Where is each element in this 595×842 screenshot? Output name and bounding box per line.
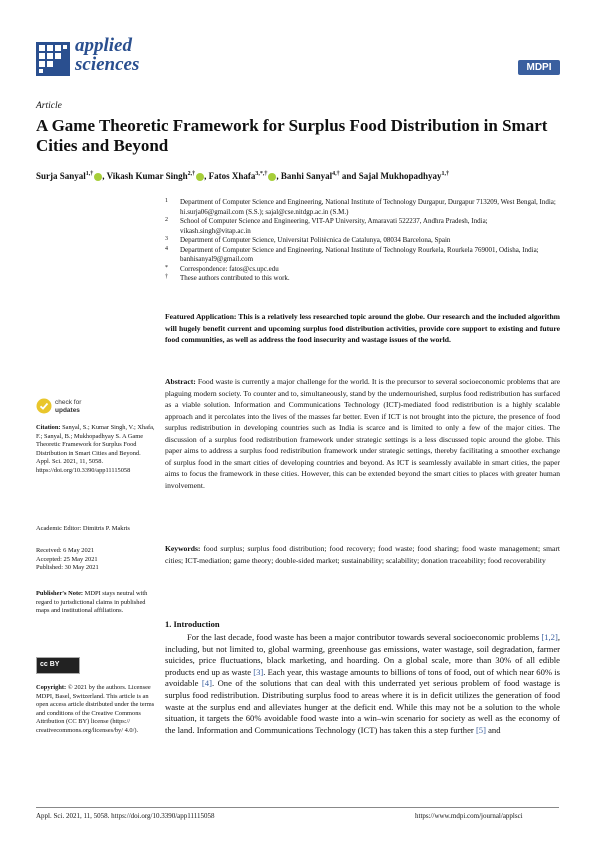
publisher-note-label: Publisher's Note: xyxy=(36,590,84,597)
author-2[interactable]: Vikash Kumar Singh$^{2,\dagger}$ xyxy=(107,171,205,181)
copyright-text: © 2021 by the authors. Licensee MDPI, Basel, Switzerland. This article is an open access article distributed under the terms and conditions of the Creative Commons Attribution (CC BY) license (https:// creativecommons.org/licenses/by/ 4.0/). xyxy=(36,684,155,734)
keywords-text: food surplus; surplus food distribution; food recovery; food waste; food sharing; food waste management; smart cities; ICT-mediation; game theory; double-sided market; sustainability; scalability; donation traceability; food recoverability xyxy=(165,544,560,565)
reference-link[interactable]: [5] xyxy=(475,724,486,735)
author-4[interactable]: Banhi Sanyal$^{4,\dagger}$ xyxy=(280,171,340,181)
orcid-icon[interactable] xyxy=(94,173,102,181)
correspondence: * Correspondence: fatos@cs.upc.edu xyxy=(165,264,279,273)
journal-logo-icon xyxy=(36,42,70,76)
affiliation: 1 Department of Computer Science and Engineering, National Institute of Technology Durgapur, Durgapur 713209, West Bengal, India; hi.surja06@gmail.com (S.S.); sajal@cse.nitdgp.ac.in (S.M.) xyxy=(165,198,556,216)
reference-link[interactable]: [1,2] xyxy=(541,632,558,642)
footer-rule xyxy=(36,807,559,808)
author-5[interactable]: Sajal Mukhopadhyay$^{1,\dagger}$ xyxy=(358,171,449,181)
author-3[interactable]: Fatos Xhafa$^{3,*,\dagger}$ xyxy=(209,171,277,181)
article-title: A Game Theoretic Framework for Surplus Food Distribution in Smart Cities and Beyond xyxy=(36,116,548,155)
footer-citation[interactable]: Appl. Sci. 2021, 11, 5058. https://doi.org/10.3390/app11115058 xyxy=(36,812,215,820)
cc-by-license-badge[interactable] xyxy=(36,657,80,674)
academic-editor: Academic Editor: Dimitris P. Makris xyxy=(36,525,130,532)
cc-badge-text: cc BY xyxy=(40,661,60,668)
abstract xyxy=(165,376,560,491)
publisher-note-text: MDPI stays neutral with regard to jurisdictional claims in published maps and institutional affiliations. xyxy=(36,590,148,615)
accepted-date: Accepted: 25 May 2021 xyxy=(36,555,98,563)
received-date: Received: 6 May 2021 xyxy=(36,547,95,554)
citation-label: Citation: xyxy=(36,424,61,431)
keywords xyxy=(165,543,560,566)
orcid-icon[interactable] xyxy=(196,173,204,181)
introduction-paragraph: For the last decade, food waste has been a major contributor towards several socioeconomic problems [1,2], including, but not limited to, global warming, greenhouse gas emissions, water wastage, soil degradation, farmer suicides, price fluctuations, black marketing, and hoarding. On a global scale, more than 30% of all edible products end up as waste [3]. Each year, this wastage amounts to billions of tons of food, out of which near 60% is avoidable [4]. One of the solutions that can deal with this underrated yet serious problem of food wastage is surplus food redistribution. Distributing surplus food to areas where it is in deficit utilizes the generation of food waste at the surplus end and alleviates hunger at the deficit end. While this may not be a solution to the whole situation, it targets the 60% avoidable food waste into a win–win scenario for society as well as the economy of the land. Information and Communications Technology (ICT) has taken this a step further [5] and xyxy=(165,632,560,735)
affiliations xyxy=(165,198,560,284)
affiliation: 2 School of Computer Science and Engineering, VIT-AP University, Amaravati 522237, Andhra Pradesh, India; vikash.singh@vitap.ac.in xyxy=(165,217,488,235)
publisher-note xyxy=(36,590,156,616)
featured-application: Featured Application: This is a relatively less researched topic around the globe. Our research and the included algorithm will hugely benefit current and upcoming surplus food distribution activities, provide core support to existing and future food communities, as well as address the food insecurity and wastage issues of the world. xyxy=(165,312,560,344)
abstract-label: Abstract: xyxy=(165,377,196,386)
equal-contribution-note: † These authors contributed to this work. xyxy=(165,274,290,282)
check-updates-icon xyxy=(36,398,52,414)
author-list: Surja Sanyal$^{1,\dagger}$ , Vikash Kumar Singh$^{2,\dagger}$ , Fatos Xhafa$^{3,*,\dagger}$ , Banhi Sanyal$^{4,\dagger}$ and Sajal Mukhopadhyay$^{1,\dagger}$ xyxy=(36,171,449,181)
reference-link[interactable]: [3] xyxy=(253,666,264,677)
section-heading: 1. Introduction xyxy=(165,619,220,629)
copyright-label: Copyright: xyxy=(36,684,67,691)
published-date: Published: 30 May 2021 xyxy=(36,564,99,572)
journal-name xyxy=(75,36,139,74)
author-1[interactable]: Surja Sanyal$^{1,\dagger}$ xyxy=(36,171,102,181)
check-line2: updates xyxy=(55,406,80,414)
copyright-block xyxy=(36,684,156,736)
orcid-icon[interactable] xyxy=(268,173,276,181)
keywords-label: Keywords: xyxy=(165,544,201,553)
journal-name-line1: applied xyxy=(75,35,132,56)
affiliation: 4 Department of Computer Science and Engineering, National Institute of Technology Rourkela, Rourkela 769001, Odisha, India; banhisanyal9@gmail.com xyxy=(165,245,539,263)
reference-link[interactable]: [4] xyxy=(201,678,212,689)
footer-journal-url[interactable]: https://www.mdpi.com/journal/applsci xyxy=(415,812,523,820)
check-line1: check for xyxy=(55,399,82,406)
abstract-text: Food waste is currently a major challenge for the world. It is the precursor to several socioeconomic problems that are plaguing modern society. To counter and to, simultaneously, stand by the undernourished, surplus food redistribution has surfaced as a viable solution. Information and Communications Technology (ICT)-mediated food redistribution is a highly scalable approach and it percolates into the lives of the masses far better. Even if ICT is not brought into the picture, the presence of food surplus redistribution in developing countries such as India is scarce and is limited to only a few of the major cities. The discussion of a surplus food redistribution framework under strategic settings is a less discussed topic around the globe. This paper aims to address a surplus food redistribution framework under strategic settings, thereby facilitating a smoother exchange of surplus food in the smart cities of developing countries and beyond. As ICT is seamlessly available in smart cities, the paper aims to focus the framework in these cities. However, this can be extended beyond the smart cities to places with greater human involvement. xyxy=(165,377,560,490)
citation-text: Sanyal, S.; Kumar Singh, V.; Xhafa, F.; Sanyal, B.; Mukhopadhyay S. A Game Theoretic Framework for Surplus Food Distribution in Smart Cities and Beyond. Appl. Sci. 2021, 11, 5058. https://doi.org/10.3390/app11115058 xyxy=(36,424,155,474)
article-type: Article xyxy=(36,101,62,111)
affiliation: 3 Department of Computer Science, Universitat Politècnica de Catalunya, 08034 Barcelona, Spain xyxy=(165,236,451,244)
check-for-updates-button[interactable] xyxy=(36,396,156,420)
dates xyxy=(36,547,156,573)
journal-name-line2: sciences xyxy=(75,54,140,75)
publisher-logo: MDPI xyxy=(518,60,560,75)
citation-block xyxy=(36,424,156,476)
